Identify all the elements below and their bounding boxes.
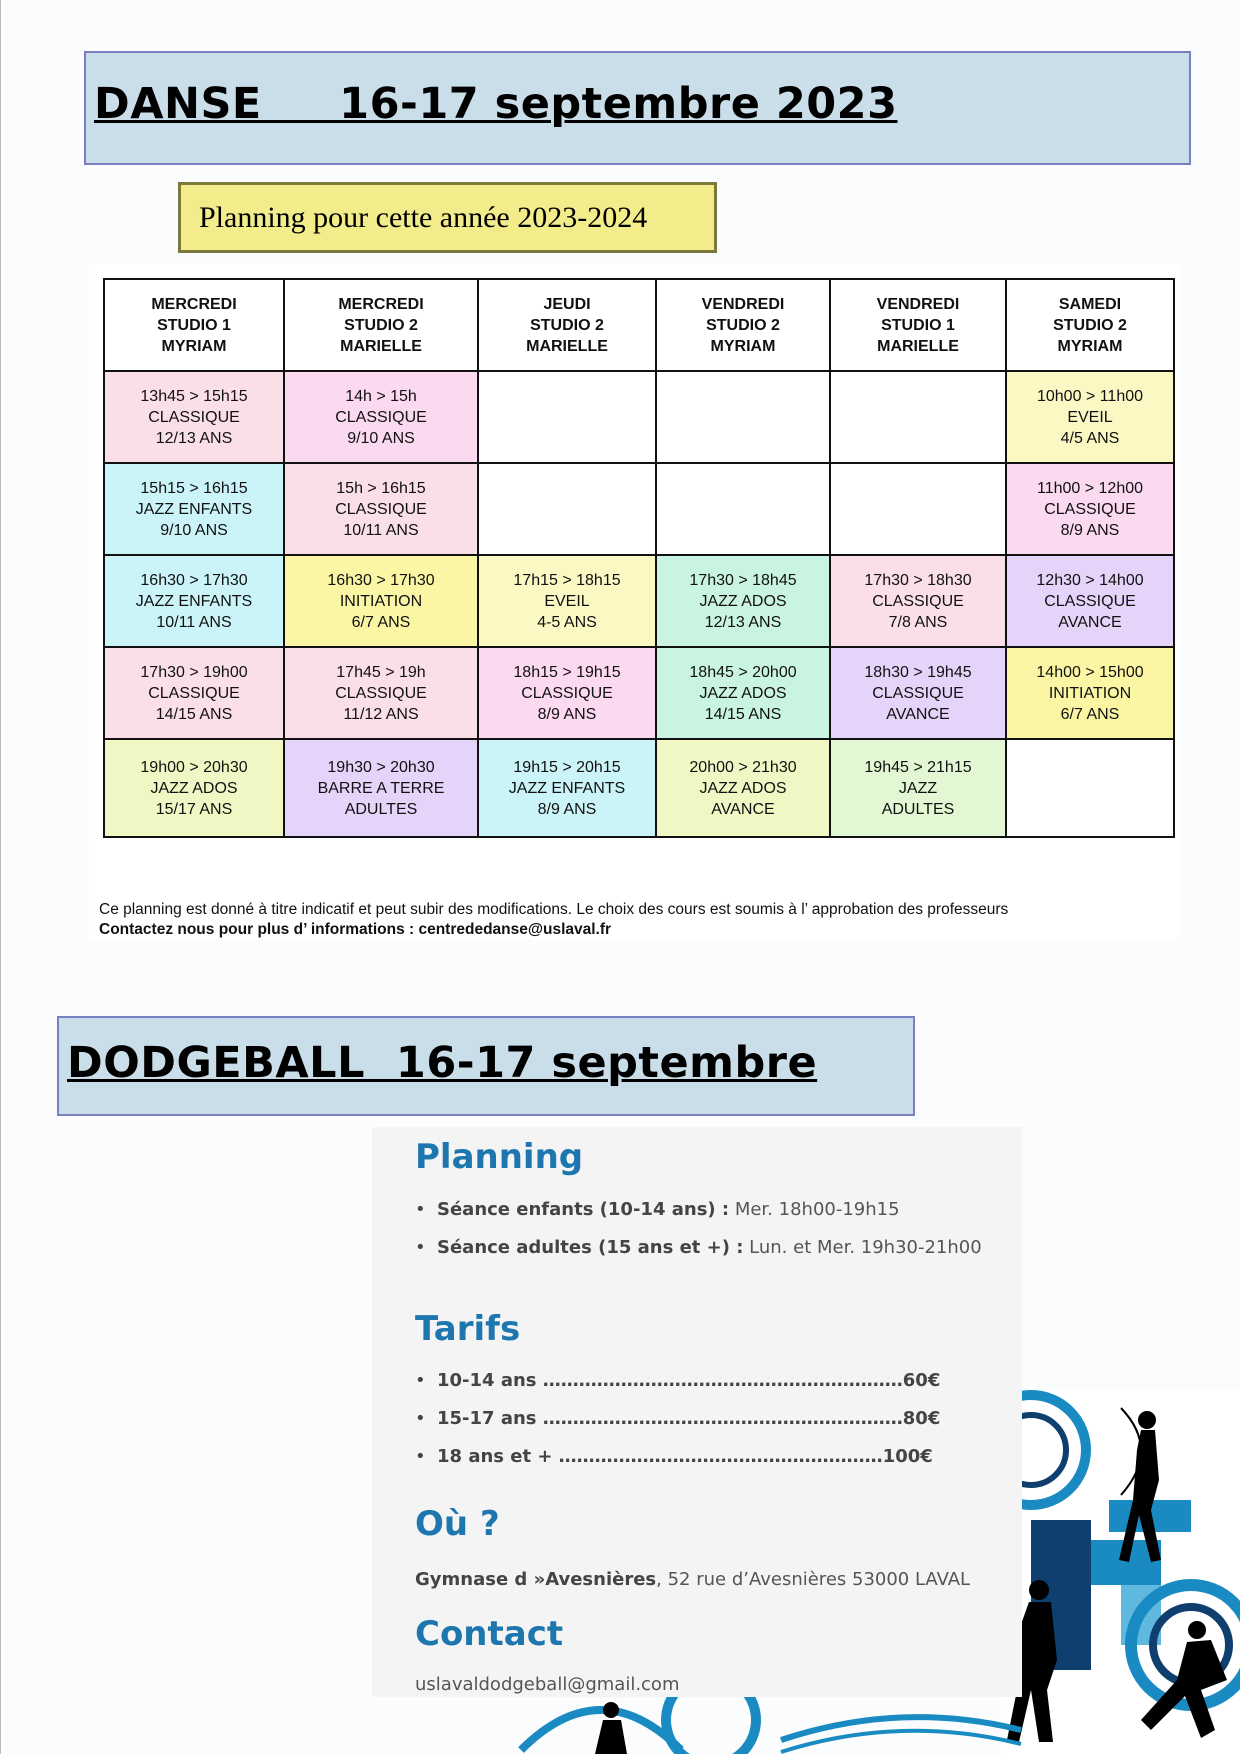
danse-title: DANSE 16-17 septembre 2023 — [94, 79, 898, 129]
column-studio: STUDIO 1 — [157, 316, 231, 334]
danse-schedule-panel — [89, 263, 1179, 940]
class-course: INITIATION — [1048, 684, 1132, 702]
class-course: CLASSIQUE — [148, 408, 240, 426]
column-studio: STUDIO 2 — [1053, 316, 1127, 334]
class-course: INITIATION — [339, 592, 423, 610]
class-time: 17h45 > 19h — [336, 663, 426, 681]
class-age: 10/11 ANS — [156, 613, 232, 631]
dodgeball-planning-heading: Planning — [415, 1137, 584, 1177]
class-time: 17h30 > 18h45 — [689, 571, 797, 589]
schedule-class-cell — [1006, 555, 1174, 647]
schedule-class-cell — [830, 647, 1006, 739]
dodgeball-banner — [57, 1016, 915, 1116]
tarif-item-text: 10-14 ans ……………………………………………………60€ — [437, 1370, 941, 1391]
planning-label: Planning pour cette année 2023-2024 — [199, 201, 648, 234]
schedule-class-cell — [478, 555, 656, 647]
column-teacher: MARIELLE — [340, 337, 422, 355]
dodgeball-title: DODGEBALL 16-17 septembre — [67, 1038, 818, 1088]
schedule-class-cell — [478, 647, 656, 739]
dodgeball-contact-email[interactable]: uslavaldodgeball@gmail.com — [415, 1674, 680, 1695]
schedule-class-cell — [830, 555, 1006, 647]
class-course: CLASSIQUE — [872, 592, 964, 610]
column-day: VENDREDI — [701, 295, 785, 313]
class-age: 12/13 ANS — [155, 429, 233, 447]
schedule-contact: Contactez nous pour plus d’ informations : centrededanse@uslaval.fr — [99, 921, 612, 938]
schedule-class-cell — [1006, 463, 1174, 555]
schedule-class-cell — [104, 647, 284, 739]
schedule-empty-cell — [656, 463, 830, 555]
column-teacher: MYRIAM — [1057, 337, 1123, 355]
schedule-row — [104, 463, 1174, 555]
class-age: 14/15 ANS — [155, 705, 233, 723]
schedule-empty-cell — [830, 463, 1006, 555]
tarif-item — [415, 1444, 940, 1482]
planning-item — [415, 1235, 982, 1273]
column-studio: STUDIO 2 — [706, 316, 780, 334]
planning-label-box — [178, 182, 717, 253]
schedule-class-cell — [830, 739, 1006, 837]
class-course: JAZZ ENFANTS — [508, 779, 626, 797]
class-course: CLASSIQUE — [335, 500, 427, 518]
class-course: JAZZ ADOS — [699, 592, 787, 610]
class-time: 20h00 > 21h30 — [689, 758, 797, 776]
class-course: CLASSIQUE — [148, 684, 240, 702]
dodgeball-location-text — [415, 1569, 970, 1590]
column-studio: STUDIO 1 — [881, 316, 955, 334]
class-time: 15h15 > 16h15 — [140, 479, 248, 497]
class-time: 18h30 > 19h45 — [864, 663, 972, 681]
schedule-header-row — [104, 279, 1174, 371]
tarif-item-text: 18 ans et + ………………………………………………100€ — [437, 1446, 933, 1467]
tarif-item — [415, 1368, 940, 1406]
dodgeball-location-address: , 52 rue d’Avesnières 53000 LAVAL — [656, 1569, 971, 1590]
class-age: AVANCE — [711, 800, 775, 818]
class-course: EVEIL — [544, 592, 590, 610]
dodgeball-contact-heading: Contact — [415, 1614, 564, 1654]
planning-item-value: Lun. et Mer. 19h30-21h00 — [743, 1237, 982, 1258]
class-course: CLASSIQUE — [1044, 500, 1136, 518]
dodgeball-tarifs-list — [415, 1368, 940, 1482]
class-age: 4-5 ANS — [537, 613, 597, 631]
class-time: 19h00 > 20h30 — [140, 758, 248, 776]
schedule-table — [103, 278, 1175, 838]
class-age: 6/7 ANS — [1060, 705, 1120, 723]
schedule-empty-cell — [478, 463, 656, 555]
class-course: CLASSIQUE — [335, 408, 427, 426]
class-time: 19h15 > 20h15 — [513, 758, 621, 776]
class-time: 17h30 > 19h00 — [140, 663, 248, 681]
class-age: 4/5 ANS — [1060, 429, 1120, 447]
class-time: 19h30 > 20h30 — [327, 758, 435, 776]
planning-item — [415, 1197, 982, 1235]
schedule-column-header — [284, 279, 478, 371]
dodgeball-location-place: Gymnase d »Avesnières — [415, 1569, 657, 1590]
planning-item-label: Séance adultes (15 ans et +) : — [437, 1237, 744, 1258]
schedule-empty-cell — [1006, 739, 1174, 837]
column-day: MERCREDI — [151, 295, 237, 313]
class-age: 12/13 ANS — [704, 613, 782, 631]
class-time: 19h45 > 21h15 — [864, 758, 972, 776]
column-day: SAMEDI — [1058, 295, 1122, 313]
schedule-row — [104, 739, 1174, 837]
schedule-row — [104, 555, 1174, 647]
class-time: 12h30 > 14h00 — [1036, 571, 1144, 589]
schedule-class-cell — [284, 371, 478, 463]
class-course: JAZZ ENFANTS — [135, 592, 253, 610]
class-course: CLASSIQUE — [872, 684, 964, 702]
class-time: 17h15 > 18h15 — [513, 571, 621, 589]
schedule-row — [104, 647, 1174, 739]
column-day: MERCREDI — [338, 295, 424, 313]
class-time: 17h30 > 18h30 — [864, 571, 972, 589]
schedule-empty-cell — [478, 371, 656, 463]
class-time: 15h > 16h15 — [336, 479, 426, 497]
class-age: ADULTES — [344, 800, 418, 818]
class-age: AVANCE — [1058, 613, 1122, 631]
class-age: 8/9 ANS — [537, 705, 597, 723]
schedule-column-header — [1006, 279, 1174, 371]
planning-item-value: Mer. 18h00-19h15 — [729, 1199, 900, 1220]
class-course: CLASSIQUE — [1044, 592, 1136, 610]
class-age: 9/10 ANS — [160, 521, 228, 539]
class-course: EVEIL — [1067, 408, 1113, 426]
class-age: 15/17 ANS — [155, 800, 233, 818]
column-day: VENDREDI — [876, 295, 960, 313]
schedule-class-cell — [656, 555, 830, 647]
schedule-class-cell — [1006, 371, 1174, 463]
column-day: JEUDI — [543, 295, 591, 313]
schedule-class-cell — [1006, 647, 1174, 739]
danse-banner — [84, 51, 1191, 165]
column-studio: STUDIO 2 — [530, 316, 604, 334]
schedule-class-cell — [284, 739, 478, 837]
column-teacher: MARIELLE — [877, 337, 959, 355]
schedule-empty-cell — [830, 371, 1006, 463]
class-course: CLASSIQUE — [521, 684, 613, 702]
class-age: 8/9 ANS — [537, 800, 597, 818]
dodgeball-tarifs-heading: Tarifs — [415, 1309, 521, 1349]
tarif-item-text: 15-17 ans ……………………………………………………80€ — [437, 1408, 941, 1429]
schedule-class-cell — [284, 647, 478, 739]
class-time: 18h45 > 20h00 — [689, 663, 797, 681]
class-time: 13h45 > 15h15 — [140, 387, 248, 405]
schedule-class-cell — [104, 371, 284, 463]
schedule-class-cell — [104, 555, 284, 647]
class-age: 9/10 ANS — [347, 429, 415, 447]
schedule-class-cell — [104, 739, 284, 837]
class-time: 16h30 > 17h30 — [327, 571, 435, 589]
class-time: 18h15 > 19h15 — [513, 663, 621, 681]
dodgeball-planning-list — [415, 1197, 982, 1273]
class-course: JAZZ ADOS — [699, 684, 787, 702]
tarif-item — [415, 1406, 940, 1444]
class-age: 11/12 ANS — [343, 705, 419, 723]
schedule-class-cell — [284, 555, 478, 647]
class-age: 7/8 ANS — [888, 613, 948, 631]
class-course: JAZZ ADOS — [150, 779, 238, 797]
schedule-empty-cell — [656, 371, 830, 463]
schedule-column-header — [104, 279, 284, 371]
class-age: 8/9 ANS — [1060, 521, 1120, 539]
schedule-row — [104, 371, 1174, 463]
class-course: CLASSIQUE — [335, 684, 427, 702]
class-course: JAZZ — [898, 779, 938, 797]
schedule-class-cell — [656, 647, 830, 739]
schedule-class-cell — [656, 739, 830, 837]
schedule-notes — [99, 900, 1008, 940]
class-course: JAZZ ENFANTS — [135, 500, 253, 518]
schedule-class-cell — [104, 463, 284, 555]
class-time: 10h00 > 11h00 — [1036, 387, 1144, 405]
class-time: 14h > 15h — [345, 387, 417, 405]
schedule-column-header — [478, 279, 656, 371]
class-time: 14h00 > 15h00 — [1036, 663, 1144, 681]
class-time: 11h00 > 12h00 — [1036, 479, 1144, 497]
schedule-disclaimer: Ce planning est donné à titre indicatif et peut subir des modifications. Le choix des cours est soumis à l’ approbation des professeurs — [99, 901, 1009, 918]
schedule-column-header — [830, 279, 1006, 371]
schedule-column-header — [656, 279, 830, 371]
schedule-body — [104, 371, 1174, 837]
class-age: 14/15 ANS — [704, 705, 782, 723]
column-teacher: MARIELLE — [526, 337, 608, 355]
class-age: ADULTES — [881, 800, 955, 818]
class-age: AVANCE — [886, 705, 950, 723]
class-course: BARRE A TERRE — [317, 779, 445, 797]
column-teacher: MYRIAM — [161, 337, 227, 355]
column-teacher: MYRIAM — [710, 337, 776, 355]
planning-item-label: Séance enfants (10-14 ans) : — [437, 1199, 730, 1220]
class-age: 10/11 ANS — [343, 521, 419, 539]
column-studio: STUDIO 2 — [344, 316, 418, 334]
class-course: JAZZ ADOS — [699, 779, 787, 797]
schedule-class-cell — [478, 739, 656, 837]
schedule-class-cell — [284, 463, 478, 555]
class-age: 6/7 ANS — [351, 613, 411, 631]
dodgeball-location-heading: Où ? — [415, 1504, 500, 1544]
class-time: 16h30 > 17h30 — [140, 571, 248, 589]
dodgeball-info-panel — [372, 1127, 1022, 1697]
